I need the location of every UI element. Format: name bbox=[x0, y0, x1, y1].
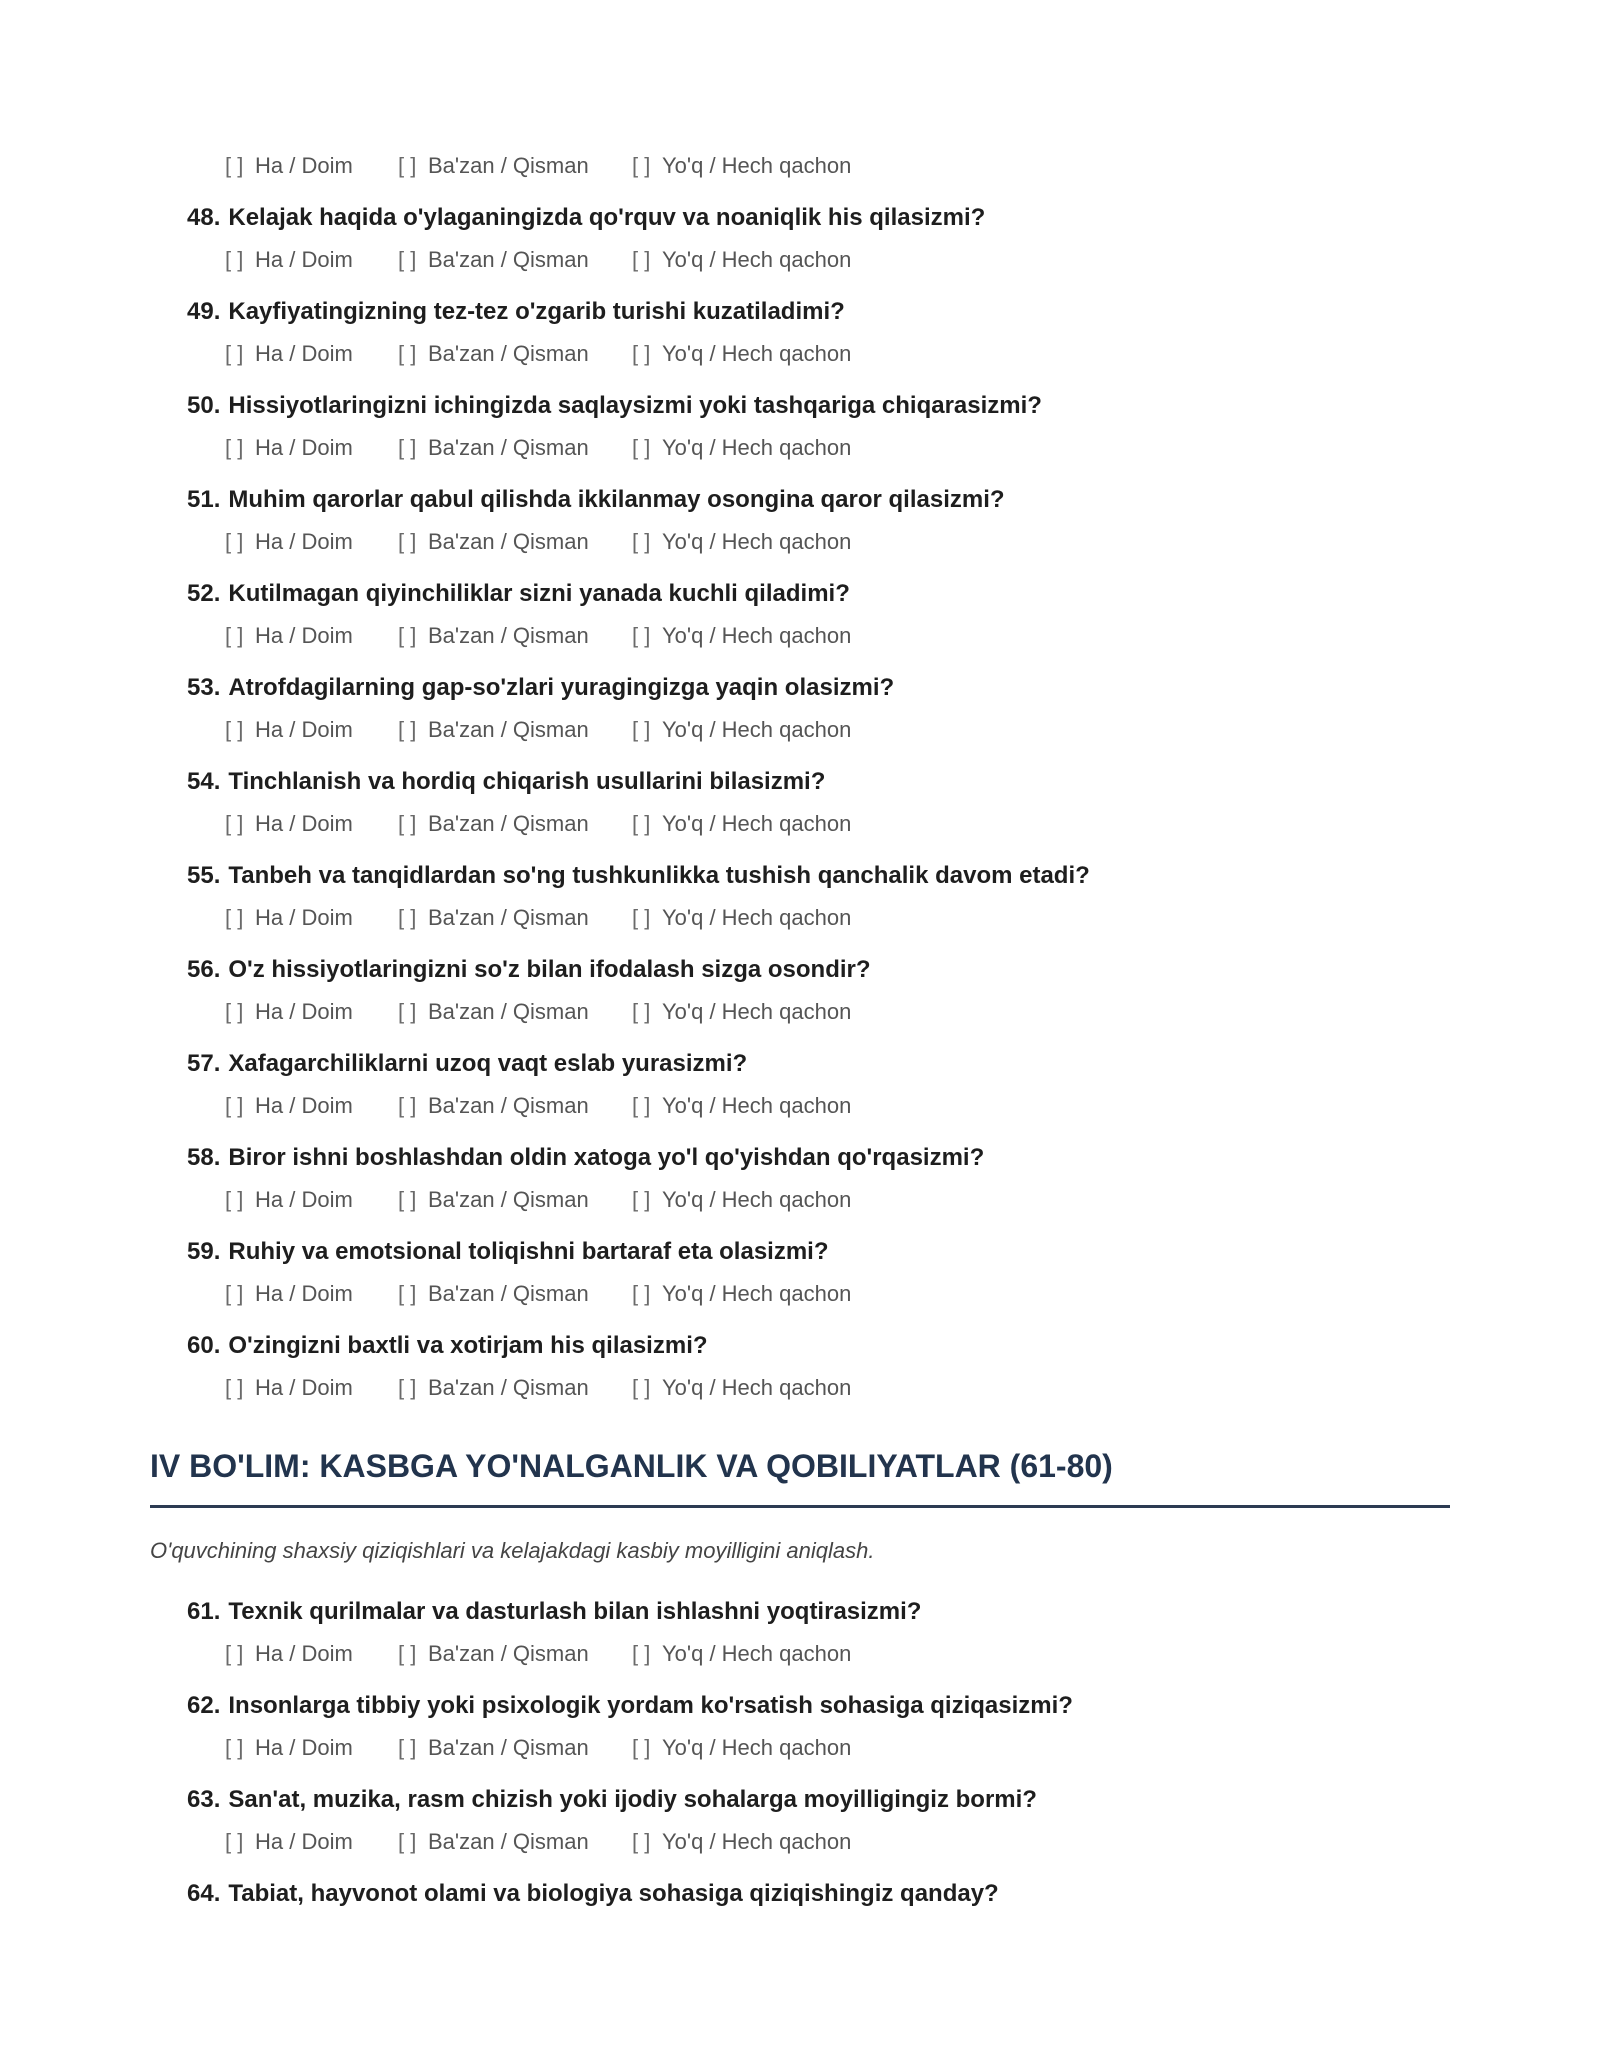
question-number: 53. bbox=[187, 674, 221, 701]
checkbox-bracket: [ ] bbox=[225, 1375, 244, 1400]
question-58 bbox=[187, 1140, 984, 1176]
option-no-label: Yo'q / Hech qachon bbox=[662, 905, 852, 930]
option-no-label: Yo'q / Hech qachon bbox=[662, 717, 852, 742]
checkbox-bracket: [ ] bbox=[632, 1281, 651, 1306]
answer-options-q57 bbox=[225, 1089, 892, 1123]
question-number: 61. bbox=[187, 1598, 221, 1625]
question-number: 55. bbox=[187, 862, 221, 889]
checkbox-bracket: [ ] bbox=[398, 529, 417, 554]
checkbox-bracket: [ ] bbox=[632, 341, 651, 366]
question-text: Kayfiyatingizning tez-tez o'zgarib turishi kuzatiladimi? bbox=[228, 298, 845, 325]
option-sometimes-label: Ba'zan / Qisman bbox=[428, 529, 589, 554]
option-yes-label: Ha / Doim bbox=[255, 811, 353, 836]
option-no[interactable] bbox=[632, 1735, 892, 1761]
option-yes[interactable] bbox=[225, 247, 398, 273]
question-text: Kutilmagan qiyinchiliklar sizni yanada kuchli qiladimi? bbox=[228, 580, 850, 607]
option-yes-label: Ha / Doim bbox=[255, 623, 353, 648]
question-text: Hissiyotlaringizni ichingizda saqlaysizmi yoki tashqariga chiqarasizmi? bbox=[228, 392, 1042, 419]
option-yes[interactable] bbox=[225, 1375, 398, 1401]
option-yes[interactable] bbox=[225, 1829, 398, 1855]
option-yes[interactable] bbox=[225, 623, 398, 649]
option-sometimes-label: Ba'zan / Qisman bbox=[428, 1281, 589, 1306]
question-text: Insonlarga tibbiy yoki psixologik yordam ko'rsatish sohasiga qiziqasizmi? bbox=[228, 1692, 1073, 1719]
question-text: Muhim qarorlar qabul qilishda ikkilanmay osongina qaror qilasizmi? bbox=[228, 486, 1005, 513]
option-no-label: Yo'q / Hech qachon bbox=[662, 1735, 852, 1760]
answer-options-q48 bbox=[225, 243, 892, 277]
option-yes-label: Ha / Doim bbox=[255, 247, 353, 272]
checkbox-bracket: [ ] bbox=[632, 247, 651, 272]
option-no[interactable] bbox=[632, 905, 892, 931]
option-sometimes-label: Ba'zan / Qisman bbox=[428, 341, 589, 366]
option-yes-label: Ha / Doim bbox=[255, 1735, 353, 1760]
checkbox-bracket: [ ] bbox=[225, 905, 244, 930]
question-text: Ruhiy va emotsional toliqishni bartaraf eta olasizmi? bbox=[228, 1238, 829, 1265]
question-number: 54. bbox=[187, 768, 221, 795]
question-number: 50. bbox=[187, 392, 221, 419]
question-text: O'zingizni baxtli va xotirjam his qilasizmi? bbox=[228, 1332, 708, 1359]
option-no[interactable] bbox=[632, 529, 892, 555]
checkbox-bracket: [ ] bbox=[225, 1093, 244, 1118]
option-no[interactable] bbox=[632, 623, 892, 649]
checkbox-bracket: [ ] bbox=[398, 999, 417, 1024]
checkbox-bracket: [ ] bbox=[632, 1375, 651, 1400]
section-heading: IV BO'LIM: KASBGA YO'NALGANLIK VA QOBILIYATLAR (61-80) bbox=[150, 1448, 1113, 1484]
option-sometimes-label: Ba'zan / Qisman bbox=[428, 1829, 589, 1854]
question-number: 49. bbox=[187, 298, 221, 325]
option-no-label: Yo'q / Hech qachon bbox=[662, 247, 852, 272]
question-54 bbox=[187, 764, 825, 800]
option-no-label: Yo'q / Hech qachon bbox=[662, 1093, 852, 1118]
checkbox-bracket: [ ] bbox=[632, 1641, 651, 1666]
option-yes-label: Ha / Doim bbox=[255, 905, 353, 930]
checkbox-bracket: [ ] bbox=[398, 435, 417, 460]
question-number: 56. bbox=[187, 956, 221, 983]
answer-options-q55 bbox=[225, 901, 892, 935]
question-text: Biror ishni boshlashdan oldin xatoga yo'l qo'yishdan qo'rqasizmi? bbox=[228, 1144, 985, 1171]
checkbox-bracket: [ ] bbox=[225, 1281, 244, 1306]
option-no-label: Yo'q / Hech qachon bbox=[662, 341, 852, 366]
question-56 bbox=[187, 952, 871, 988]
checkbox-bracket: [ ] bbox=[225, 999, 244, 1024]
option-sometimes[interactable] bbox=[398, 1735, 632, 1761]
option-sometimes[interactable] bbox=[398, 1829, 632, 1855]
question-61 bbox=[187, 1594, 921, 1630]
checkbox-bracket: [ ] bbox=[632, 1829, 651, 1854]
question-number: 52. bbox=[187, 580, 221, 607]
checkbox-bracket: [ ] bbox=[398, 1375, 417, 1400]
option-no-label: Yo'q / Hech qachon bbox=[662, 1281, 852, 1306]
question-number: 60. bbox=[187, 1332, 221, 1359]
option-no-label: Yo'q / Hech qachon bbox=[662, 1375, 852, 1400]
question-number: 57. bbox=[187, 1050, 221, 1077]
question-number: 48. bbox=[187, 204, 221, 231]
checkbox-bracket: [ ] bbox=[225, 811, 244, 836]
question-text: Kelajak haqida o'ylaganingizda qo'rquv va noaniqlik his qilasizmi? bbox=[228, 204, 986, 231]
option-yes[interactable] bbox=[225, 529, 398, 555]
option-no[interactable] bbox=[632, 247, 892, 273]
checkbox-bracket: [ ] bbox=[632, 1093, 651, 1118]
checkbox-bracket: [ ] bbox=[398, 717, 417, 742]
question-text: Tinchlanish va hordiq chiqarish usullarini bilasizmi? bbox=[228, 768, 826, 795]
option-yes-label: Ha / Doim bbox=[255, 1281, 353, 1306]
option-yes-label: Ha / Doim bbox=[255, 1641, 353, 1666]
answer-options-q53 bbox=[225, 713, 892, 747]
option-sometimes[interactable] bbox=[398, 153, 632, 179]
option-no[interactable] bbox=[632, 341, 892, 367]
option-yes[interactable] bbox=[225, 905, 398, 931]
option-sometimes[interactable] bbox=[398, 435, 632, 461]
option-no[interactable] bbox=[632, 1281, 892, 1307]
option-yes-label: Ha / Doim bbox=[255, 1093, 353, 1118]
answer-options-q62 bbox=[225, 1731, 892, 1765]
option-sometimes[interactable] bbox=[398, 1281, 632, 1307]
checkbox-bracket: [ ] bbox=[398, 1641, 417, 1666]
option-yes-label: Ha / Doim bbox=[255, 153, 353, 178]
option-sometimes-label: Ba'zan / Qisman bbox=[428, 623, 589, 648]
section-description: O'quvchining shaxsiy qiziqishlari va kelajakdagi kasbiy moyilligini aniqlash. bbox=[150, 1538, 875, 1563]
checkbox-bracket: [ ] bbox=[398, 1187, 417, 1212]
checkbox-bracket: [ ] bbox=[225, 1735, 244, 1760]
option-no[interactable] bbox=[632, 717, 892, 743]
option-sometimes-label: Ba'zan / Qisman bbox=[428, 1375, 589, 1400]
option-no-label: Yo'q / Hech qachon bbox=[662, 1829, 852, 1854]
question-59 bbox=[187, 1234, 829, 1270]
answer-options-q60 bbox=[225, 1371, 892, 1405]
option-no-label: Yo'q / Hech qachon bbox=[662, 811, 852, 836]
option-sometimes-label: Ba'zan / Qisman bbox=[428, 247, 589, 272]
option-sometimes-label: Ba'zan / Qisman bbox=[428, 1641, 589, 1666]
question-55 bbox=[187, 858, 1090, 894]
question-48 bbox=[187, 200, 985, 236]
option-no[interactable] bbox=[632, 1829, 892, 1855]
option-yes[interactable] bbox=[225, 1735, 398, 1761]
option-yes[interactable] bbox=[225, 999, 398, 1025]
option-yes-label: Ha / Doim bbox=[255, 999, 353, 1024]
question-text: Xafagarchiliklarni uzoq vaqt eslab yurasizmi? bbox=[228, 1050, 748, 1077]
question-text: O'z hissiyotlaringizni so'z bilan ifodalash sizga osondir? bbox=[228, 956, 871, 983]
answer-options-q63 bbox=[225, 1825, 892, 1859]
checkbox-bracket: [ ] bbox=[398, 1735, 417, 1760]
checkbox-bracket: [ ] bbox=[632, 623, 651, 648]
question-60 bbox=[187, 1328, 708, 1364]
option-sometimes[interactable] bbox=[398, 999, 632, 1025]
option-sometimes[interactable] bbox=[398, 717, 632, 743]
option-no[interactable] bbox=[632, 153, 892, 179]
answer-options-q54 bbox=[225, 807, 892, 841]
option-sometimes[interactable] bbox=[398, 529, 632, 555]
question-63 bbox=[187, 1782, 1037, 1818]
checkbox-bracket: [ ] bbox=[225, 435, 244, 460]
option-no[interactable] bbox=[632, 999, 892, 1025]
question-number: 59. bbox=[187, 1238, 221, 1265]
option-sometimes-label: Ba'zan / Qisman bbox=[428, 435, 589, 460]
question-number: 51. bbox=[187, 486, 221, 513]
option-sometimes[interactable] bbox=[398, 811, 632, 837]
answer-options-q49 bbox=[225, 337, 892, 371]
checkbox-bracket: [ ] bbox=[632, 999, 651, 1024]
checkbox-bracket: [ ] bbox=[225, 1187, 244, 1212]
option-no-label: Yo'q / Hech qachon bbox=[662, 1641, 852, 1666]
answer-options-q61 bbox=[225, 1637, 892, 1671]
option-no[interactable] bbox=[632, 1093, 892, 1119]
checkbox-bracket: [ ] bbox=[225, 1641, 244, 1666]
option-sometimes-label: Ba'zan / Qisman bbox=[428, 717, 589, 742]
checkbox-bracket: [ ] bbox=[225, 1829, 244, 1854]
question-number: 63. bbox=[187, 1786, 221, 1813]
option-yes[interactable] bbox=[225, 1093, 398, 1119]
option-no[interactable] bbox=[632, 1375, 892, 1401]
option-no-label: Yo'q / Hech qachon bbox=[662, 999, 852, 1024]
question-64 bbox=[187, 1876, 999, 1912]
option-sometimes-label: Ba'zan / Qisman bbox=[428, 1187, 589, 1212]
option-sometimes[interactable] bbox=[398, 1187, 632, 1213]
option-sometimes[interactable] bbox=[398, 1641, 632, 1667]
option-yes[interactable] bbox=[225, 153, 398, 179]
option-yes[interactable] bbox=[225, 717, 398, 743]
question-51 bbox=[187, 482, 1005, 518]
option-sometimes[interactable] bbox=[398, 905, 632, 931]
checkbox-bracket: [ ] bbox=[398, 153, 417, 178]
option-yes-label: Ha / Doim bbox=[255, 435, 353, 460]
option-yes-label: Ha / Doim bbox=[255, 1829, 353, 1854]
section-divider bbox=[150, 1505, 1450, 1508]
option-sometimes-label: Ba'zan / Qisman bbox=[428, 153, 589, 178]
option-sometimes[interactable] bbox=[398, 341, 632, 367]
answer-options-q59 bbox=[225, 1277, 892, 1311]
question-53 bbox=[187, 670, 894, 706]
option-sometimes[interactable] bbox=[398, 1375, 632, 1401]
answer-options-q56 bbox=[225, 995, 892, 1029]
answer-options-q51 bbox=[225, 525, 892, 559]
checkbox-bracket: [ ] bbox=[225, 247, 244, 272]
option-yes-label: Ha / Doim bbox=[255, 1187, 353, 1212]
checkbox-bracket: [ ] bbox=[632, 1187, 651, 1212]
option-sometimes-label: Ba'zan / Qisman bbox=[428, 999, 589, 1024]
question-57 bbox=[187, 1046, 747, 1082]
checkbox-bracket: [ ] bbox=[632, 811, 651, 836]
answer-options-q47 bbox=[225, 149, 892, 183]
option-sometimes-label: Ba'zan / Qisman bbox=[428, 905, 589, 930]
option-yes[interactable] bbox=[225, 435, 398, 461]
option-yes-label: Ha / Doim bbox=[255, 529, 353, 554]
option-sometimes-label: Ba'zan / Qisman bbox=[428, 1735, 589, 1760]
checkbox-bracket: [ ] bbox=[398, 905, 417, 930]
option-no-label: Yo'q / Hech qachon bbox=[662, 529, 852, 554]
checkbox-bracket: [ ] bbox=[632, 435, 651, 460]
checkbox-bracket: [ ] bbox=[398, 341, 417, 366]
checkbox-bracket: [ ] bbox=[632, 717, 651, 742]
option-yes[interactable] bbox=[225, 811, 398, 837]
option-sometimes-label: Ba'zan / Qisman bbox=[428, 811, 589, 836]
option-yes-label: Ha / Doim bbox=[255, 1375, 353, 1400]
option-no[interactable] bbox=[632, 1641, 892, 1667]
option-yes[interactable] bbox=[225, 341, 398, 367]
checkbox-bracket: [ ] bbox=[225, 529, 244, 554]
checkbox-bracket: [ ] bbox=[225, 341, 244, 366]
checkbox-bracket: [ ] bbox=[632, 153, 651, 178]
question-text: Tanbeh va tanqidlardan so'ng tushkunlikka tushish qanchalik davom etadi? bbox=[228, 862, 1090, 889]
question-52 bbox=[187, 576, 850, 612]
checkbox-bracket: [ ] bbox=[632, 1735, 651, 1760]
answer-options-q52 bbox=[225, 619, 892, 653]
checkbox-bracket: [ ] bbox=[398, 1093, 417, 1118]
option-no[interactable] bbox=[632, 811, 892, 837]
question-number: 64. bbox=[187, 1880, 221, 1907]
option-no-label: Yo'q / Hech qachon bbox=[662, 435, 852, 460]
question-49 bbox=[187, 294, 845, 330]
checkbox-bracket: [ ] bbox=[398, 247, 417, 272]
question-number: 58. bbox=[187, 1144, 221, 1171]
question-text: Tabiat, hayvonot olami va biologiya sohasiga qiziqishingiz qanday? bbox=[228, 1880, 999, 1907]
option-yes[interactable] bbox=[225, 1641, 398, 1667]
checkbox-bracket: [ ] bbox=[632, 905, 651, 930]
option-no[interactable] bbox=[632, 1187, 892, 1213]
checkbox-bracket: [ ] bbox=[398, 811, 417, 836]
checkbox-bracket: [ ] bbox=[398, 1829, 417, 1854]
option-no-label: Yo'q / Hech qachon bbox=[662, 1187, 852, 1212]
option-no-label: Yo'q / Hech qachon bbox=[662, 153, 852, 178]
checkbox-bracket: [ ] bbox=[632, 529, 651, 554]
option-sometimes[interactable] bbox=[398, 1093, 632, 1119]
option-yes[interactable] bbox=[225, 1281, 398, 1307]
option-sometimes[interactable] bbox=[398, 623, 632, 649]
option-no[interactable] bbox=[632, 435, 892, 461]
checkbox-bracket: [ ] bbox=[225, 717, 244, 742]
question-number: 62. bbox=[187, 1692, 221, 1719]
question-50 bbox=[187, 388, 1042, 424]
question-text: Texnik qurilmalar va dasturlash bilan ishlashni yoqtirasizmi? bbox=[228, 1598, 922, 1625]
question-text: Atrofdagilarning gap-so'zlari yuragingizga yaqin olasizmi? bbox=[228, 674, 895, 701]
checkbox-bracket: [ ] bbox=[398, 1281, 417, 1306]
option-sometimes[interactable] bbox=[398, 247, 632, 273]
option-no-label: Yo'q / Hech qachon bbox=[662, 623, 852, 648]
option-yes-label: Ha / Doim bbox=[255, 341, 353, 366]
question-62 bbox=[187, 1688, 1073, 1724]
question-text: San'at, muzika, rasm chizish yoki ijodiy sohalarga moyilligingiz bormi? bbox=[228, 1786, 1037, 1813]
answer-options-q58 bbox=[225, 1183, 892, 1217]
checkbox-bracket: [ ] bbox=[225, 153, 244, 178]
checkbox-bracket: [ ] bbox=[225, 623, 244, 648]
answer-options-q50 bbox=[225, 431, 892, 465]
option-sometimes-label: Ba'zan / Qisman bbox=[428, 1093, 589, 1118]
option-yes[interactable] bbox=[225, 1187, 398, 1213]
checkbox-bracket: [ ] bbox=[398, 623, 417, 648]
option-yes-label: Ha / Doim bbox=[255, 717, 353, 742]
